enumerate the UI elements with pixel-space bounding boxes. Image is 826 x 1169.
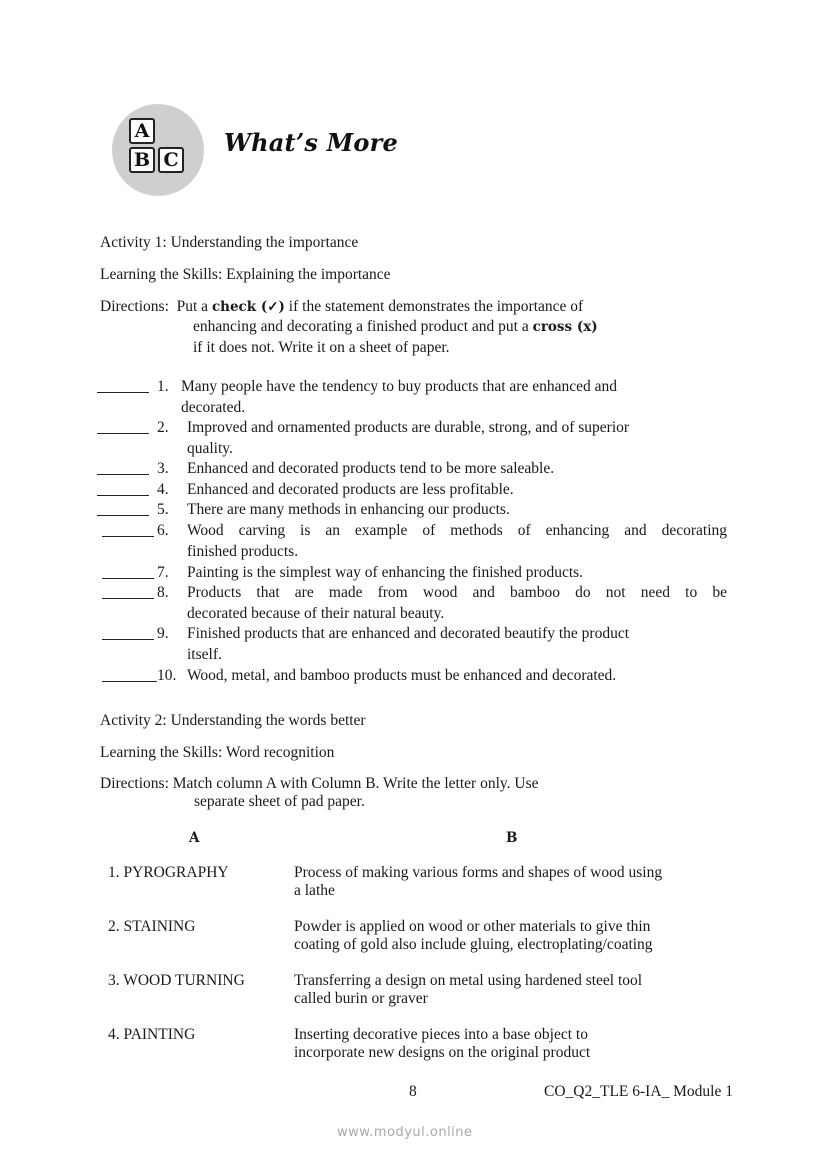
- item-number: 10.: [157, 667, 177, 684]
- item-statement-line: Enhanced and decorated products tend to be more saleable.: [187, 460, 555, 477]
- directions-label: Directions:: [100, 298, 169, 315]
- answer-blank[interactable]: [102, 598, 154, 599]
- item-number: 2.: [157, 419, 169, 436]
- item-number: 6.: [157, 522, 169, 539]
- activity2-skills: Learning the Skills: Word recognition: [100, 744, 335, 761]
- answer-blank[interactable]: [97, 433, 149, 434]
- column-b-definition-line: coating of gold also include gluing, electroplating/coating: [294, 936, 653, 953]
- column-a-term: 4. PAINTING: [108, 1026, 196, 1043]
- block-b-icon: B: [129, 147, 155, 173]
- column-b-definition-line: Transferring a design on metal using hardened steel tool: [294, 972, 643, 989]
- item-statement-line: Wood, metal, and bamboo products must be enhanced and decorated.: [187, 667, 617, 684]
- activity2-title: Activity 2: Understanding the words better: [100, 712, 366, 729]
- column-b-definition-line: Process of making various forms and shapes of wood using: [294, 864, 663, 881]
- item-statement-line: Improved and ornamented products are durable, strong, and of superior: [187, 419, 630, 436]
- item-statement-line: Finished products that are enhanced and decorated beautify the product: [187, 625, 630, 642]
- item-statement-line: Painting is the simplest way of enhancing the finished products.: [187, 564, 584, 581]
- answer-blank[interactable]: [102, 681, 157, 682]
- item-statement-line: finished products.: [187, 542, 299, 560]
- activity1-title: Activity 1: Understanding the importance: [100, 234, 359, 251]
- answer-blank[interactable]: [97, 392, 149, 393]
- page-number: 8: [409, 1083, 417, 1100]
- item-number: 1.: [157, 378, 169, 395]
- item-statement-line: There are many methods in enhancing our products.: [187, 501, 510, 518]
- item-number: 4.: [157, 481, 169, 498]
- watermark-link[interactable]: www.modyul.online: [337, 1125, 473, 1140]
- answer-blank[interactable]: [97, 474, 149, 475]
- column-a-term: 3. WOOD TURNING: [108, 972, 245, 989]
- answer-blank[interactable]: [97, 495, 149, 496]
- activity1-skills: Learning the Skills: Explaining the importance: [100, 266, 391, 283]
- item-statement-line: Products that are made from wood and bamboo do not need to be: [187, 584, 727, 601]
- column-b-definition-line: incorporate new designs on the original product: [294, 1044, 591, 1061]
- item-statement-line: Many people have the tendency to buy products that are enhanced and: [181, 378, 617, 395]
- item-statement-line: itself.: [187, 645, 222, 663]
- answer-blank[interactable]: [97, 515, 149, 516]
- directions-text-4: if it does not. Write it on a sheet of paper.: [193, 339, 450, 356]
- cross-keyword: cross (x): [532, 319, 598, 335]
- column-b-definition-line: Inserting decorative pieces into a base object to: [294, 1026, 588, 1043]
- block-c-icon: C: [158, 147, 184, 173]
- column-a-header: A: [189, 830, 200, 846]
- item-statement-line: quality.: [187, 439, 233, 457]
- column-a-term: 1. PYROGRAPHY: [108, 864, 229, 881]
- item-number: 9.: [157, 625, 169, 642]
- abc-blocks-icon: [112, 104, 204, 196]
- item-statement-line: decorated because of their natural beauty.: [187, 604, 445, 622]
- item-statement-line: Enhanced and decorated products are less profitable.: [187, 481, 514, 498]
- column-b-definition-line: called burin or graver: [294, 990, 428, 1007]
- item-number: 7.: [157, 564, 169, 581]
- item-statement-line: decorated.: [181, 398, 246, 416]
- module-code: CO_Q2_TLE 6-IA_ Module 1: [544, 1083, 733, 1100]
- column-b-definition-line: a lathe: [294, 882, 335, 899]
- answer-blank[interactable]: [102, 536, 154, 537]
- item-statement-line: Wood carving is an example of methods of enhancing and decorating: [187, 522, 727, 539]
- directions-text-1: Put a: [176, 298, 212, 315]
- answer-blank[interactable]: [102, 578, 154, 579]
- answer-blank[interactable]: [102, 639, 154, 640]
- item-number: 3.: [157, 460, 169, 477]
- directions-text-2: if the statement demonstrates the importance of: [284, 298, 584, 315]
- section-title: What’s More: [224, 128, 398, 157]
- column-b-definition-line: Powder is applied on wood or other materials to give thin: [294, 918, 651, 935]
- check-keyword: check (✓): [211, 299, 285, 315]
- column-a-term: 2. STAINING: [108, 918, 196, 935]
- directions-text-3: enhancing and decorating a finished product and put a: [193, 318, 533, 335]
- activity2-directions-line2: separate sheet of pad paper.: [194, 793, 365, 810]
- activity2-directions-line1: Directions: Match column A with Column B. Write the letter only. Use: [100, 775, 539, 792]
- column-b-header: B: [506, 830, 518, 846]
- item-number: 5.: [157, 501, 169, 518]
- block-a-icon: A: [129, 118, 155, 144]
- item-number: 8.: [157, 584, 169, 601]
